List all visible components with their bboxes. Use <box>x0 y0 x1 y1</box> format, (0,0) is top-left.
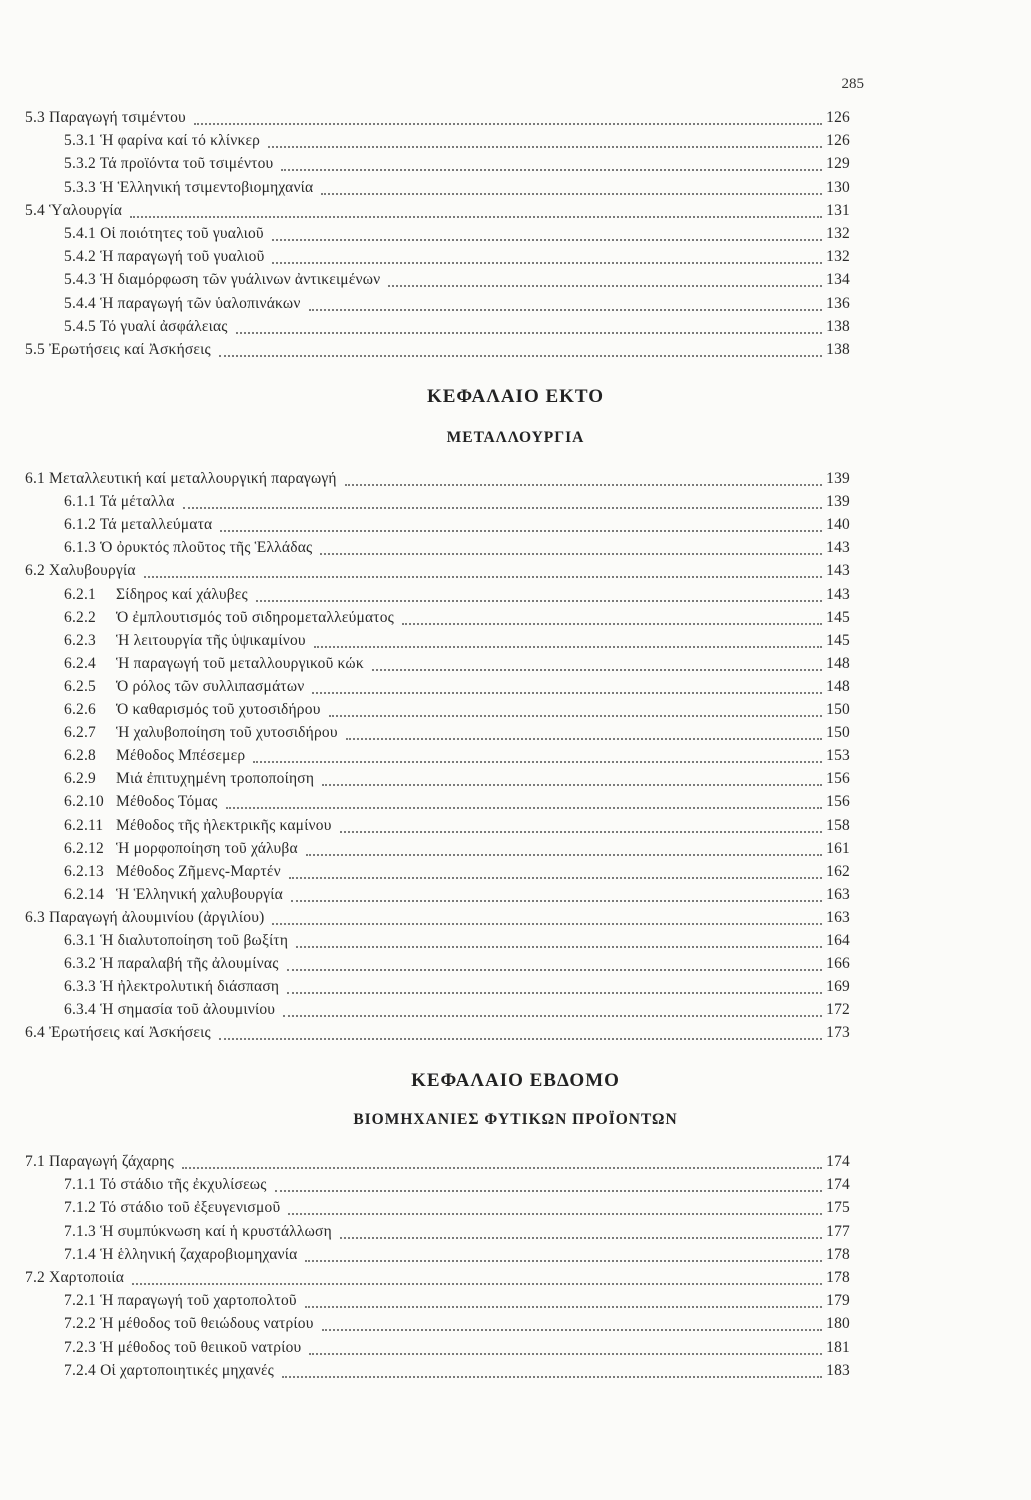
toc-entry[interactable] <box>0 677 1031 697</box>
toc-entry-label: 7.2.1 Ἡ παραγωγή τοῦ χαρτοπολτοῦ <box>64 1291 303 1311</box>
toc-entry[interactable] <box>0 792 1031 812</box>
toc-entry-page: 145 <box>826 608 850 626</box>
toc-entry-label: 6.2.1 <box>64 585 102 605</box>
leader-dots <box>288 1193 822 1215</box>
toc-entry[interactable] <box>0 1291 1031 1311</box>
toc-entry[interactable] <box>0 1222 1031 1242</box>
toc-entry[interactable] <box>0 954 1031 974</box>
toc-entry[interactable] <box>0 931 1031 951</box>
toc-entry-page: 148 <box>826 654 850 672</box>
toc-entry-page: 145 <box>826 631 850 649</box>
leader-dots <box>289 857 822 879</box>
toc-entry-page: 153 <box>826 747 850 765</box>
toc-entry-label: 6.3.1 Ἡ διαλυτοποίηση τοῦ βωξίτη <box>64 931 294 951</box>
toc-entry-page: 163 <box>826 885 850 903</box>
toc-entry-page: 138 <box>826 317 850 335</box>
toc-entry[interactable] <box>0 862 1031 882</box>
toc-entry-label: 6.2.4 <box>64 654 102 674</box>
leader-dots <box>182 1147 822 1169</box>
toc-entry-title: Μέθοδος Μπέσεμερ <box>116 746 251 766</box>
leader-dots <box>219 335 822 357</box>
toc-entry-page: 161 <box>826 839 850 857</box>
toc-entry-page: 177 <box>826 1222 850 1240</box>
leader-dots <box>321 173 822 195</box>
leader-dots <box>291 880 822 902</box>
toc-entry[interactable] <box>0 270 1031 290</box>
leader-dots <box>256 580 822 602</box>
chapter-seven-subtitle: ΒΙΟΜΗΧΑΝΙΕΣ ΦΥΤΙΚΩΝ ΠΡΟΪΟΝΤΩΝ <box>353 1111 678 1128</box>
leader-dots <box>183 487 822 509</box>
toc-entry-page: 169 <box>826 978 850 996</box>
toc-entry[interactable] <box>0 700 1031 720</box>
toc-entry-label: 5.4 Ὑαλουργία <box>25 201 128 221</box>
toc-entry[interactable] <box>0 585 1031 605</box>
toc-entry-page: 166 <box>826 955 850 973</box>
toc-entry-title: Μέθοδος Τόμας <box>116 792 224 812</box>
toc-entry[interactable] <box>0 340 1031 360</box>
toc-entry-title: Ἡ Ἑλληνική χαλυβουργία <box>116 885 289 905</box>
toc-entry[interactable] <box>0 201 1031 221</box>
toc-entry-label: 6.1.1 Τά μέταλλα <box>64 492 181 512</box>
toc-entry[interactable] <box>0 1245 1031 1265</box>
leader-dots <box>219 1018 822 1040</box>
leader-dots <box>305 1240 822 1262</box>
leader-dots <box>388 265 822 287</box>
leader-dots <box>253 741 822 763</box>
toc-entry[interactable] <box>0 131 1031 151</box>
leader-dots <box>272 219 822 241</box>
leader-dots <box>346 718 822 740</box>
toc-entry-label: 6.2 Χαλυβουργία <box>25 561 142 581</box>
toc-entry[interactable] <box>0 746 1031 766</box>
toc-entry-label: 6.2.9 <box>64 769 102 789</box>
leader-dots <box>296 926 822 948</box>
toc-entry-page: 139 <box>826 493 850 511</box>
toc-entry-label: 5.3.3 Ἡ Ἑλληνική τσιμεντοβιομηχανία <box>64 178 319 198</box>
toc-entry-page: 181 <box>826 1338 850 1356</box>
toc-entry-label: 6.2.5 <box>64 677 102 697</box>
toc-entry-label: 6.2.3 <box>64 631 102 651</box>
chapter-seven-title: ΚΕΦΑΛΑΙΟ ΕΒΔΟΜΟ <box>411 1070 620 1091</box>
toc-entry[interactable] <box>0 1268 1031 1288</box>
toc-entry[interactable] <box>0 294 1031 314</box>
toc-entry[interactable] <box>0 108 1031 128</box>
leader-dots <box>322 1309 822 1331</box>
toc-entry-label: 5.3.1 Ἡ φαρίνα καί τό κλίνκερ <box>64 131 266 151</box>
leader-dots <box>314 626 822 648</box>
toc-entry-page: 132 <box>826 248 850 266</box>
leader-dots <box>144 556 822 578</box>
toc-entry-page: 180 <box>826 1315 850 1333</box>
toc-entry[interactable] <box>0 654 1031 674</box>
toc-entry-label: 5.3.2 Τά προϊόντα τοῦ τσιμέντου <box>64 154 279 174</box>
toc-entry-label: 5.4.3 Ἡ διαμόρφωση τῶν γυάλινων ἀντικειμένων <box>64 270 386 290</box>
leader-dots <box>402 603 822 625</box>
toc-entry-label: 6.2.7 <box>64 723 102 743</box>
toc-entry[interactable] <box>0 1338 1031 1358</box>
toc-entry-title: Ὁ ἐμπλουτισμός τοῦ σιδηρομεταλλεύματος <box>116 608 400 628</box>
toc-entry-page: 132 <box>826 225 850 242</box>
toc-entry-page: 134 <box>826 271 850 289</box>
toc-entry-label: 6.4 Ἐρωτήσεις καί Ἀσκήσεις <box>25 1023 217 1043</box>
toc-entry[interactable] <box>0 538 1031 558</box>
toc-entry-label: 7.1.3 Ἡ συμπύκνωση καί ἡ κρυστάλλωση <box>64 1222 338 1242</box>
toc-entry-label: 6.3.2 Ἡ παραλαβή τῆς ἀλουμίνας <box>64 954 285 974</box>
toc-entry-page: 140 <box>826 516 850 534</box>
toc-entry[interactable] <box>0 723 1031 743</box>
toc-entry-label: 7.2.2 Ἡ μέθοδος τοῦ θειώδους νατρίου <box>64 1314 320 1334</box>
leader-dots <box>268 126 822 148</box>
toc-entry-label: 7.2 Χαρτοποιία <box>25 1268 130 1288</box>
toc-entry-title: Μέθοδος Ζῆμενς-Μαρτέν <box>116 862 287 882</box>
toc-entry-title: Ἡ χαλυβοποίηση τοῦ χυτοσιδήρου <box>116 723 344 743</box>
leader-dots <box>309 289 822 311</box>
toc-entry-label: 5.4.1 Οἱ ποιότητες τοῦ γυαλιοῦ <box>64 224 270 244</box>
toc-entry[interactable] <box>0 1000 1031 1020</box>
toc-entry-label: 5.3 Παραγωγή τσιμέντου <box>25 108 192 128</box>
toc-entry-page: 172 <box>826 1001 850 1019</box>
leader-dots <box>272 242 822 264</box>
toc-entry-page: 136 <box>826 294 850 312</box>
toc-entry-label: 6.2.14 <box>64 885 110 905</box>
leader-dots <box>281 149 822 171</box>
toc-entry-label: 5.4.2 Ἡ παραγωγή τοῦ γυαλιοῦ <box>64 247 270 267</box>
toc-entry-label: 6.2.2 <box>64 608 102 628</box>
toc-entry[interactable] <box>0 247 1031 267</box>
toc-entry[interactable] <box>0 839 1031 859</box>
toc-entry[interactable] <box>0 492 1031 512</box>
toc-entry-title: Σίδηρος καί χάλυβες <box>116 585 254 605</box>
toc-entry-page: 143 <box>826 562 850 580</box>
toc-entry-label: 6.1 Μεταλλευτική καί μεταλλουργική παραγωγή <box>25 469 343 489</box>
toc-entry-page: 183 <box>826 1361 850 1379</box>
leader-dots <box>320 533 822 555</box>
toc-entry-page: 173 <box>826 1024 850 1042</box>
leader-dots <box>226 787 822 809</box>
toc-entry-label: 6.2.12 <box>64 839 110 859</box>
leader-dots <box>282 1356 822 1378</box>
toc-entry-label: 7.2.3 Ἡ μέθοδος τοῦ θειικοῦ νατρίου <box>64 1338 307 1358</box>
toc-entry-page: 156 <box>826 770 850 788</box>
toc-entry-page: 174 <box>826 1176 850 1194</box>
toc-entry[interactable] <box>0 178 1031 198</box>
leader-dots <box>132 1263 822 1285</box>
toc-entry[interactable] <box>0 977 1031 997</box>
leader-dots <box>287 949 822 971</box>
toc-entry-page: 126 <box>826 132 850 150</box>
toc-entry-title: Ὁ καθαρισμός τοῦ χυτοσιδήρου <box>116 700 327 720</box>
toc-entry-page: 164 <box>826 932 850 949</box>
toc-entry-page: 178 <box>826 1245 850 1263</box>
toc-entry-page: 156 <box>826 793 850 811</box>
leader-dots <box>220 510 822 532</box>
toc-entry-title: Μιά ἐπιτυχημένη τροποποίηση <box>116 769 320 789</box>
leader-dots <box>306 834 822 856</box>
leader-dots <box>312 672 822 694</box>
toc-entry-label: 6.2.11 <box>64 816 109 836</box>
page-number: 285 <box>841 76 864 92</box>
toc-entry-label: 6.3 Παραγωγή ἀλουμινίου (ἀργιλίου) <box>25 908 270 928</box>
leader-dots <box>305 1286 822 1308</box>
leader-dots <box>372 649 822 671</box>
leader-dots <box>194 103 822 125</box>
toc-entry-title: Ὁ ρόλος τῶν συλλιπασμάτων <box>116 677 310 697</box>
toc-entry[interactable] <box>0 1152 1031 1172</box>
toc-entry[interactable] <box>0 769 1031 789</box>
chapter-six-title: ΚΕΦΑΛΑΙΟ ΕΚΤΟ <box>426 386 605 407</box>
toc-entry-label: 7.1.1 Τό στάδιο τῆς ἐκχυλίσεως <box>64 1175 273 1195</box>
toc-entry[interactable] <box>0 561 1031 581</box>
toc-entry-page: 163 <box>826 908 850 926</box>
toc-entry-page: 150 <box>826 701 850 718</box>
leader-dots <box>345 464 822 486</box>
toc-entry-label: 5.4.4 Ἡ παραγωγή τῶν ὑαλοπινάκων <box>64 294 307 314</box>
toc-entry-label: 5.4.5 Τό γυαλί ἀσφάλειας <box>64 317 234 337</box>
leader-dots <box>130 196 822 218</box>
toc-entry-label: 6.1.3 Ὁ ὀρυκτός πλοῦτος τῆς Ἑλλάδας <box>64 538 318 558</box>
toc-entry[interactable] <box>0 1175 1031 1195</box>
leader-dots <box>287 972 822 994</box>
toc-entry[interactable] <box>0 608 1031 628</box>
toc-entry-title: Μέθοδος τῆς ἠλεκτρικῆς καμίνου <box>116 816 338 836</box>
toc-entry-page: 139 <box>826 470 850 487</box>
toc-entry-label: 7.1.2 Τό στάδιο τοῦ ἐξευγενισμοῦ <box>64 1198 286 1218</box>
toc-entry-page: 148 <box>826 677 850 695</box>
toc-entry-label: 7.1.4 Ἡ ἑλληνική ζαχαροβιομηχανία <box>64 1245 303 1265</box>
toc-entry[interactable] <box>0 631 1031 651</box>
leader-dots <box>329 695 822 717</box>
toc-entry-title: Ἡ λειτουργία τῆς ὑψικαμίνου <box>116 631 312 651</box>
toc-entry-title: Ἡ παραγωγή τοῦ μεταλλουργικοῦ κώκ <box>116 654 370 674</box>
toc-entry-title: Ἡ μορφοποίηση τοῦ χάλυβα <box>116 839 304 859</box>
toc-entry-label: 6.2.6 <box>64 700 102 720</box>
leader-dots <box>272 903 822 925</box>
toc-entry[interactable] <box>0 816 1031 836</box>
toc-entry-label: 7.1 Παραγωγή ζάχαρης <box>25 1152 180 1172</box>
leader-dots <box>340 811 822 833</box>
leader-dots <box>275 1170 822 1192</box>
toc-entry-label: 6.2.10 <box>64 792 110 812</box>
toc-entry-page: 158 <box>826 816 850 834</box>
toc-entry-label: 6.2.13 <box>64 862 110 882</box>
toc-entry-label: 5.5 Ἐρωτήσεις καί Ἀσκήσεις <box>25 340 217 360</box>
leader-dots <box>322 764 822 786</box>
toc-entry-page: 143 <box>826 585 850 603</box>
toc-entry-page: 150 <box>826 724 850 742</box>
toc-entry[interactable] <box>0 1314 1031 1334</box>
toc-entry[interactable] <box>0 1198 1031 1218</box>
toc-entry[interactable] <box>0 885 1031 905</box>
toc-entry-page: 129 <box>826 155 850 173</box>
toc-entry-label: 7.2.4 Οἱ χαρτοποιητικές μηχανές <box>64 1361 280 1381</box>
toc-entry-label: 6.2.8 <box>64 746 102 766</box>
toc-entry[interactable] <box>0 1361 1031 1381</box>
toc-entry[interactable] <box>0 908 1031 928</box>
toc-entry-page: 175 <box>826 1199 850 1217</box>
leader-dots <box>340 1217 822 1239</box>
toc-entry[interactable] <box>0 154 1031 174</box>
toc-entry-label: 6.1.2 Τά μεταλλεύματα <box>64 515 218 535</box>
toc-entry-page: 143 <box>826 539 850 557</box>
toc-entry-page: 178 <box>826 1269 850 1286</box>
leader-dots <box>309 1333 822 1355</box>
leader-dots <box>236 312 822 334</box>
chapter-six-subtitle: ΜΕΤΑΛΛΟΥΡΓΙΑ <box>446 429 585 446</box>
toc-entry[interactable] <box>0 224 1031 244</box>
toc-entry-label: 6.3.4 Ἡ σημασία τοῦ ἀλουμινίου <box>64 1000 281 1020</box>
toc-entry-page: 174 <box>826 1153 850 1170</box>
toc-entry-label: 6.3.3 Ἡ ἠλεκτρολυτική διάσπαση <box>64 977 285 997</box>
toc-entry[interactable] <box>0 469 1031 489</box>
toc-entry-page: 131 <box>826 201 850 219</box>
toc-entry-page: 162 <box>826 862 850 880</box>
toc-entry-page: 130 <box>826 178 850 196</box>
toc-entry[interactable] <box>0 317 1031 337</box>
toc-entry[interactable] <box>0 1023 1031 1043</box>
leader-dots <box>283 995 822 1017</box>
toc-entry[interactable] <box>0 515 1031 535</box>
toc-entry-page: 138 <box>826 341 850 358</box>
toc-entry-page: 179 <box>826 1292 850 1310</box>
toc-entry-page: 126 <box>826 109 850 126</box>
